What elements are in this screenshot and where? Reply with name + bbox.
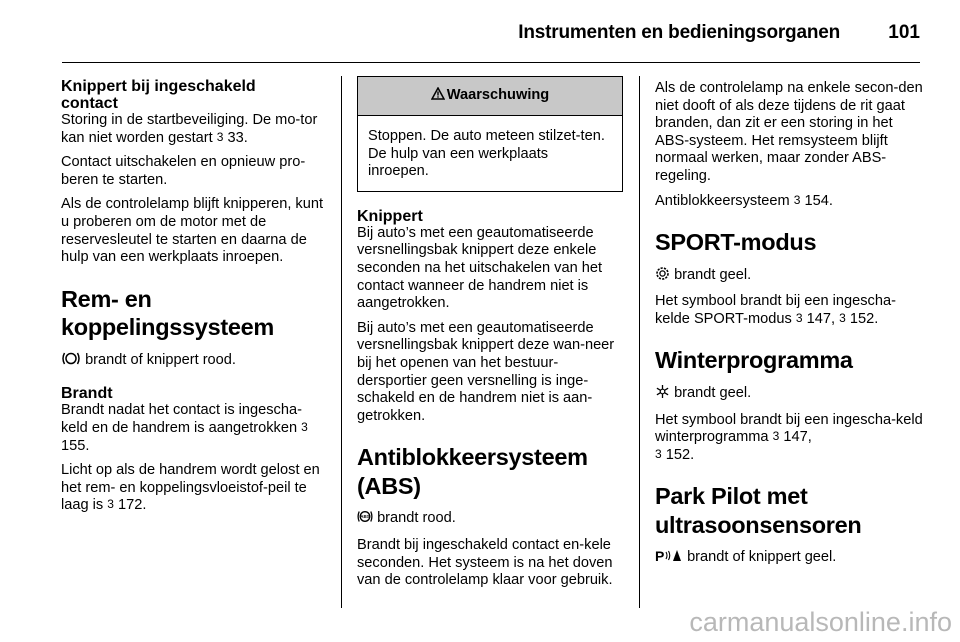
paragraph: Bij auto’s met een geautomatiseerde versnellingsbak knippert deze wan-neer bij het openen van het bestuur-dersportier geen versnelling is inge-schakeld en de handrem niet is aan-getrokken. (357, 319, 615, 424)
status-line: P brandt of knippert geel. (655, 548, 923, 569)
page-reference[interactable]: 154. (804, 192, 833, 209)
paragraph: Als de controlelamp blijft knipperen, kunt u proberen om de motor met de reservesleutel te starten en daarna de hulp van een werkplaats inroepen. (61, 196, 324, 266)
warning-triangle-icon (431, 87, 447, 106)
page-reference[interactable]: 152. (665, 446, 695, 463)
reference-arrow-icon: 3 (793, 192, 801, 207)
page-reference[interactable]: 152. (849, 310, 879, 327)
paragraph: Het symbool brandt bij een ingescha-kelde SPORT-modus 3 147, 3 152. (655, 293, 896, 327)
status-line: ABS brandt rood. (357, 509, 623, 530)
paragraph: Als de controlelamp na enkele secon-den niet dooft of als deze tijdens de rit gaat branden, dan zit er een storing in het ABS-systeem. Het remsysteem blijft normaal werken, maar zonder ABS-regeling. (655, 80, 923, 184)
winter-program-icon (655, 384, 670, 405)
warning-title: Waarschuwing (446, 87, 550, 104)
reference-arrow-icon: 3 (107, 497, 114, 512)
heading-abs: Antiblokkeersysteem (ABS) (357, 444, 588, 499)
status-line: brandt geel. (655, 266, 923, 287)
heading-park-pilot: Park Pilot met ultrasoonsensoren (655, 483, 862, 538)
column-divider-2 (639, 76, 640, 608)
subheading-knippert-contact: Knippert bij ingeschakeld contact (61, 78, 256, 112)
heading-winterprogramma: Winterprogramma (655, 347, 853, 374)
heading-rem-koppeling: Rem- en koppelingssysteem (61, 285, 275, 341)
column-divider-1 (341, 76, 342, 608)
paragraph: Brandt nadat het contact is ingescha-keld en de handrem is aangetrokken 3 155. (61, 402, 308, 454)
warning-text: Stoppen. De auto meteen stilzet-ten. De hulp van een werkplaats inroepen. (368, 128, 605, 180)
reference-arrow-icon: 3 (772, 429, 780, 444)
svg-text:P: P (655, 548, 665, 564)
header-divider (62, 62, 920, 63)
page-reference[interactable]: 33. (227, 129, 248, 146)
page-reference[interactable]: 155. (61, 437, 90, 454)
brake-warning-icon (61, 351, 81, 372)
paragraph: Bij auto’s met een geautomatiseerde versnellingsbak knippert deze enkele seconden na het uitschakelen van het contact wanneer de handrem niet is aangetrokken. (357, 224, 603, 312)
column-3 (655, 80, 923, 576)
heading-sport-modus: SPORT-modus (655, 229, 817, 256)
page-number: 101 (888, 22, 920, 43)
reference-arrow-icon: 3 (839, 310, 846, 325)
page-reference[interactable]: 147, (783, 429, 812, 446)
reference-arrow-icon: 3 (301, 419, 308, 434)
page-reference[interactable]: 172. (118, 497, 147, 514)
svg-text:ABS: ABS (360, 514, 370, 520)
paragraph: Brandt bij ingeschakeld contact en-kele seconden. Het systeem is na het doven van de controlelamp klaar voor gebruik. (357, 536, 613, 589)
subheading-brandt: Brandt (61, 385, 113, 403)
watermark: carmanualsonline.info (689, 607, 952, 637)
paragraph: Licht op als de handrem wordt gelost en het rem- en koppelingsvloeistof-peil te laag is 3 172. (61, 462, 320, 514)
page-header-title: Instrumenten en bedieningsorganen (518, 22, 840, 43)
reference-arrow-icon: 3 (795, 310, 803, 325)
paragraph: Contact uitschakelen en opnieuw pro-beren te starten. (61, 154, 306, 188)
warning-header (358, 77, 622, 116)
subheading-knippert: Knippert (357, 207, 423, 225)
reference-arrow-icon: 3 (216, 129, 224, 144)
paragraph: Storing in de startbeveiliging. De mo-tor kan niet worden gestart 3 33. (61, 112, 318, 146)
column-2 (357, 76, 623, 597)
park-pilot-icon (655, 548, 683, 569)
sport-mode-icon (655, 266, 670, 287)
status-line: brandt geel. (655, 384, 923, 405)
abs-icon (357, 509, 373, 530)
reference-arrow-icon: 3 (655, 446, 662, 461)
warning-box (357, 76, 623, 192)
paragraph: Antiblokkeersysteem 3 154. (655, 192, 833, 209)
page-reference[interactable]: 147, (806, 310, 836, 327)
column-1 (61, 78, 325, 522)
paragraph: Het symbool brandt bij een ingescha-keld winterprogramma 3 147, 3 152. (655, 411, 923, 463)
status-line: brandt of knippert rood. (61, 351, 325, 372)
